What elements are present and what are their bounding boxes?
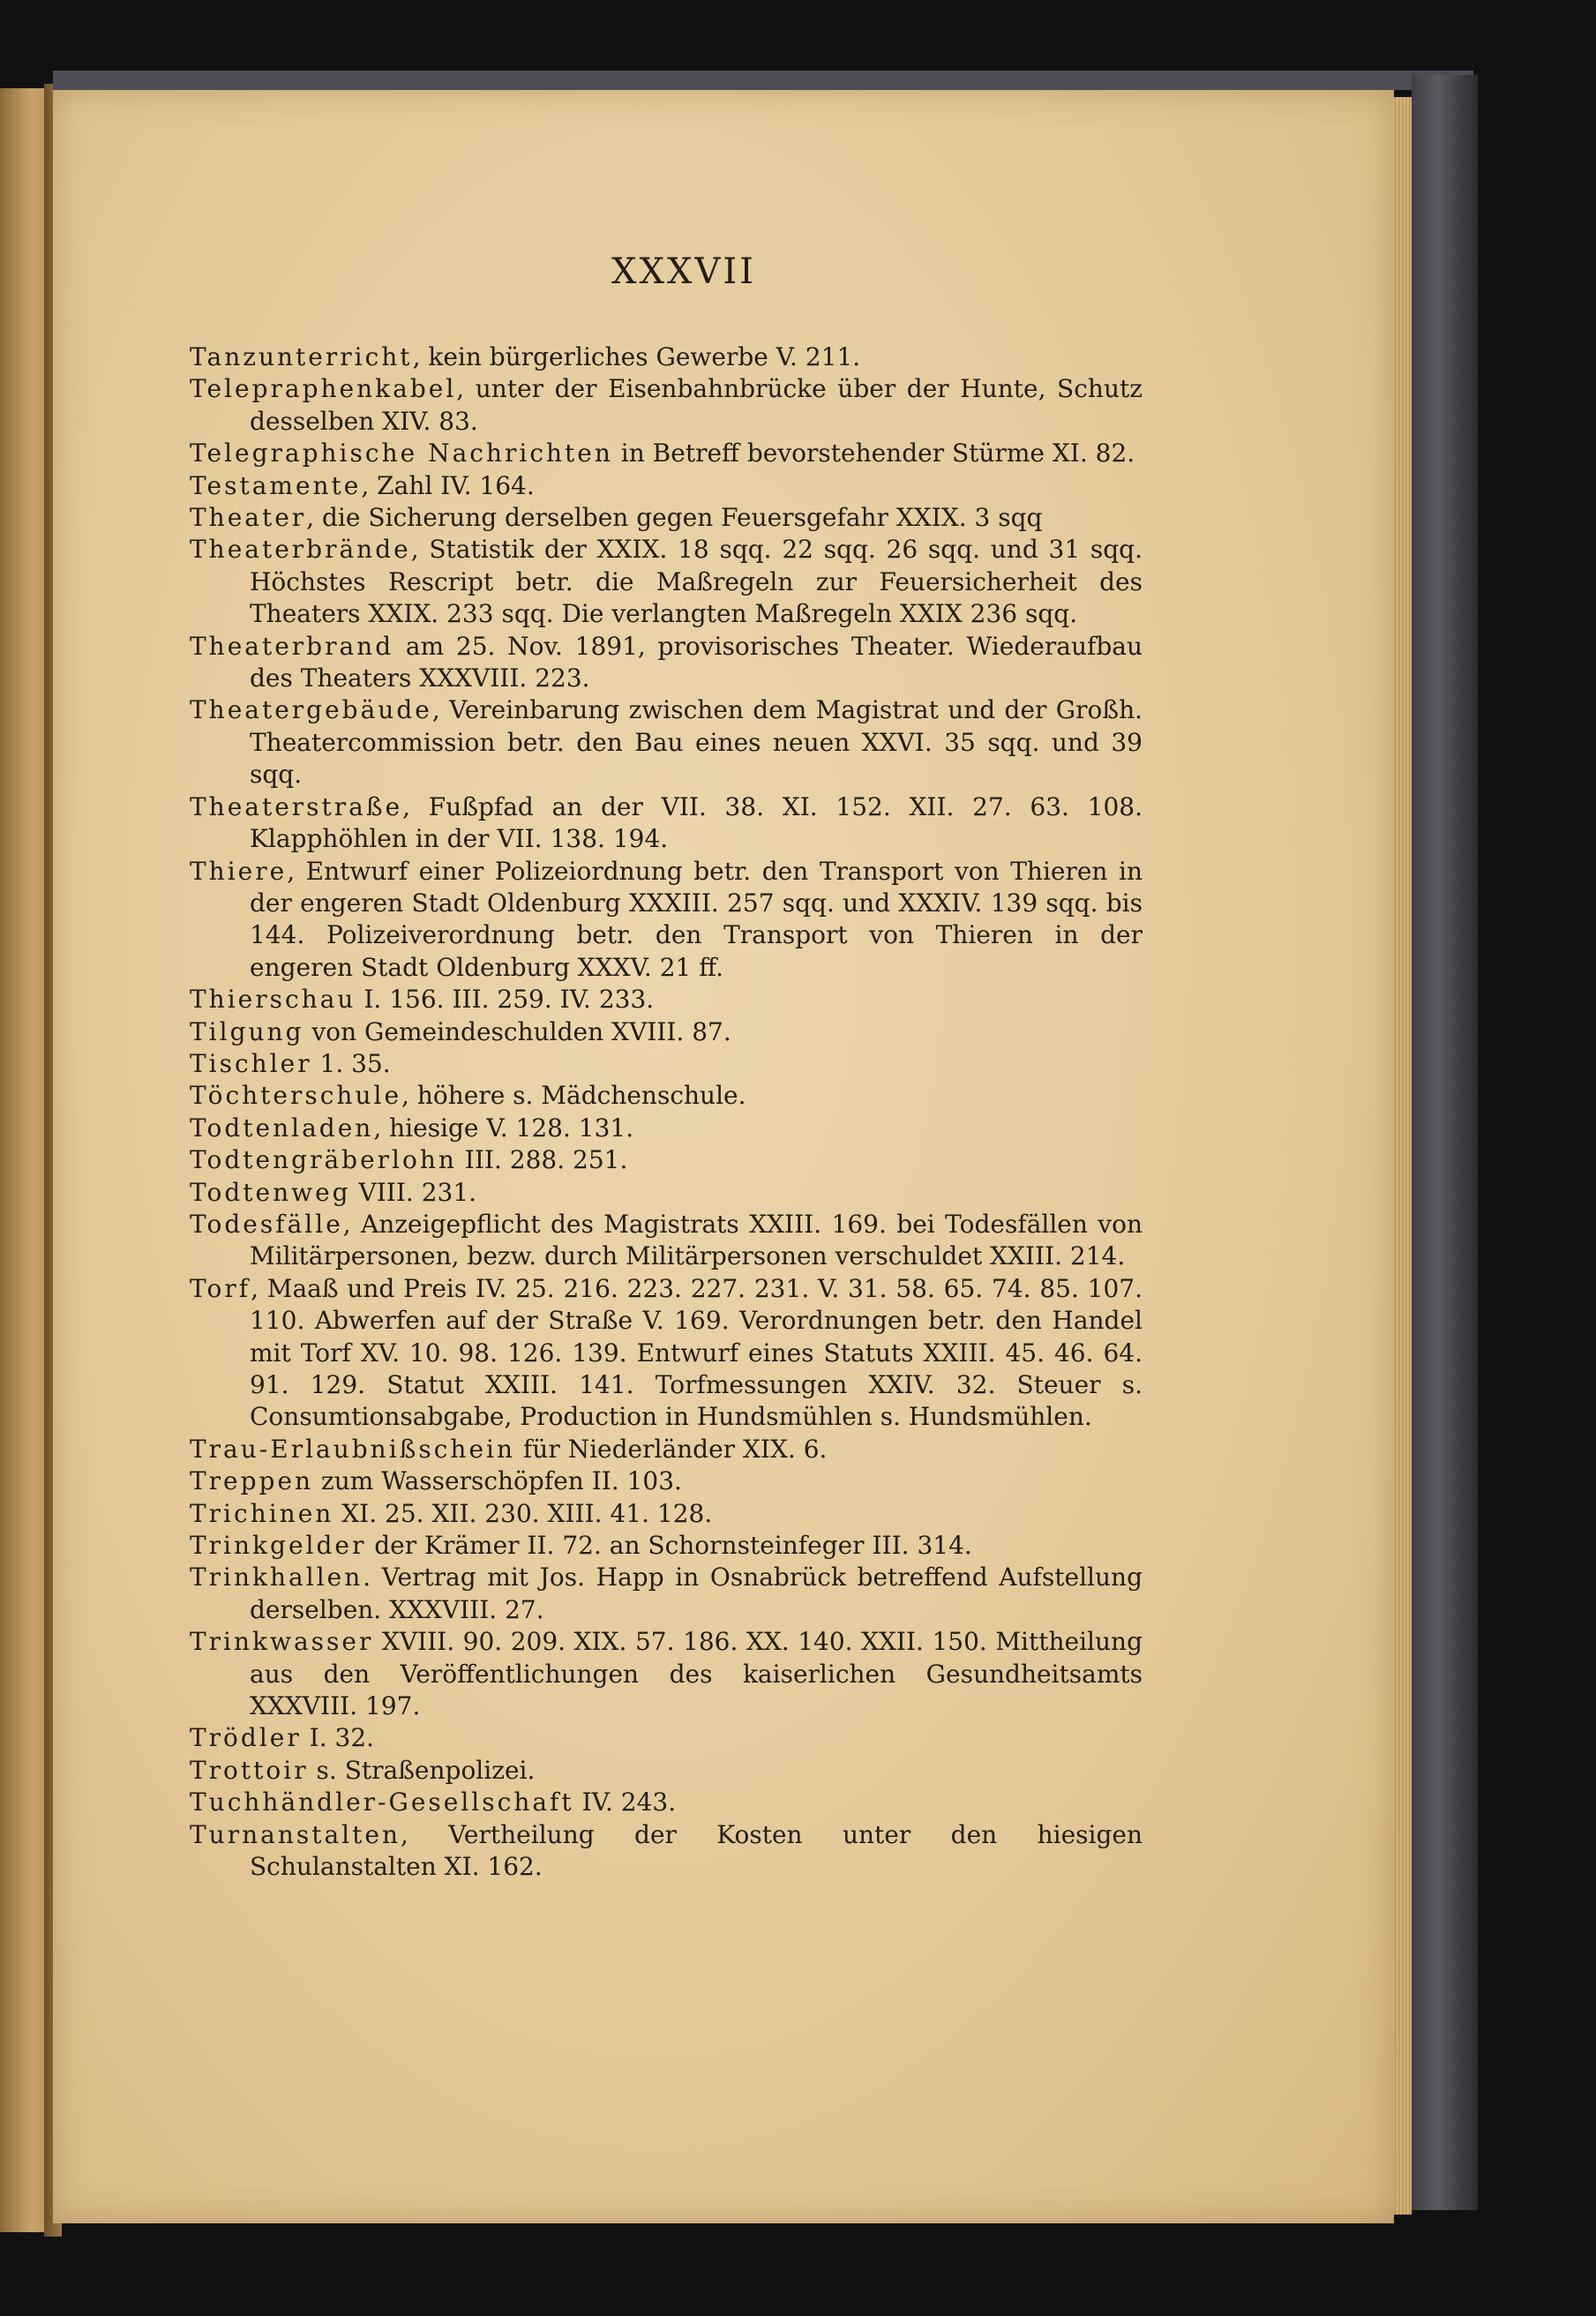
index-entry	[190, 1755, 1143, 1787]
index-entry	[190, 1498, 1143, 1530]
entry-references: , Entwurf einer Polizeiordnung betr. den Transport von Thieren in der engeren Stadt Oldenburg XXXIII. 257 sqq. und XXXIV. 139 sqq. bis 144. Polizeiverordnung betr. den Transport von Thieren in der engeren Stadt Oldenburg XXXV. 21 ff.	[250, 856, 1143, 982]
index-content	[190, 163, 1143, 1884]
entry-headword: Theaterbrände	[190, 535, 411, 565]
entry-headword: Tischler	[190, 1048, 312, 1078]
entry-headword: Telepraphenkabel	[190, 374, 457, 404]
entry-references: XI. 25. XII. 230. XIII. 41. 128.	[333, 1498, 713, 1528]
entry-headword: Theater	[190, 503, 307, 533]
entry-references: , Vereinbarung zwischen dem Magistrat und der Großh. Theatercommission betr. den Bau eines neuen XXVI. 35 sqq. und 39 sqq.	[250, 695, 1143, 790]
entry-headword: Treppen	[190, 1466, 314, 1496]
index-entry	[190, 791, 1143, 856]
entry-headword: Telegraphische Nachrichten	[190, 438, 613, 468]
entry-headword: Trichinen	[190, 1498, 334, 1528]
index-entry	[190, 1177, 1143, 1209]
entry-references: III. 288. 251.	[456, 1145, 628, 1175]
index-entry	[190, 1273, 1143, 1434]
entry-headword: Todtenweg	[190, 1177, 351, 1207]
entry-headword: Testamente	[190, 470, 362, 500]
book-cover	[1412, 75, 1478, 2210]
entry-references: zum Wasserschöpfen II. 103.	[313, 1466, 682, 1496]
index-entry	[190, 1465, 1143, 1497]
index-entry	[190, 1722, 1143, 1754]
index-entry	[190, 856, 1143, 985]
entry-headword: Todesfälle	[190, 1209, 343, 1239]
entry-references: , Fußpfad an der VII. 38. XI. 152. XII. 27. 63. 108. Klapphöhlen in der VII. 138. 194.	[250, 791, 1143, 854]
page-fore-edge	[1394, 97, 1412, 2215]
entry-references: 1. 35.	[311, 1048, 391, 1078]
entry-headword: Trinkgelder	[190, 1531, 367, 1561]
entry-headword: Torf	[190, 1273, 251, 1303]
entry-references: , Vertheilung der Kosten unter den hiesigen Schulanstalten XI. 162.	[250, 1819, 1143, 1882]
entry-headword: Töchterschule	[190, 1081, 402, 1111]
entry-headword: Thierschau	[190, 985, 356, 1015]
index-entry	[190, 1080, 1143, 1112]
index-entry	[190, 470, 1143, 502]
entry-headword: Trau-Erlaubnißschein	[190, 1434, 516, 1464]
entry-headword: Theaterstraße	[190, 791, 403, 821]
index-entry	[190, 1434, 1143, 1465]
entry-headword: Tuchhändler-Gesellschaft	[190, 1788, 574, 1818]
cover-top-edge	[53, 71, 1473, 90]
entry-headword: Todtengräberlohn	[190, 1145, 457, 1175]
index-entry	[190, 984, 1143, 1016]
index-entry	[190, 438, 1143, 469]
index-entry	[190, 373, 1143, 438]
index-entry	[190, 1048, 1143, 1080]
entry-references: VIII. 231.	[350, 1177, 477, 1207]
entry-references: , Statistik der XXIX. 18 sqq. 22 sqq. 26 sqq. und 31 sqq. Höchstes Rescript betr. die Maßregeln zur Feuersicherheit des Theaters XXIX. 233 sqq. Die verlangten Maßregeln XXIX 236 sqq.	[250, 535, 1143, 629]
entry-references: für Niederländer XIX. 6.	[515, 1434, 828, 1464]
index-entry	[190, 1144, 1143, 1176]
entry-headword: Theatergebäude	[190, 695, 432, 725]
entry-references: , Maaß und Preis IV. 25. 216. 223. 227. 231. V. 31. 58. 65. 74. 85. 107. 110. Abwerfen auf der Straße V. 169. Verordnungen betr. den Handel mit Torf XV. 10. 98. 126. 139. Entwurf eines Statuts XXIII. 45. 46. 64. 91. 129. Statut XXIII. 141. Torfmessungen XXIV. 32. Steuer s. Consumtionsabgabe, Production in Hundsmühlen s. Hundsmühlen.	[250, 1273, 1143, 1432]
entry-references: von Gemeindeschulden XVIII. 87.	[303, 1016, 731, 1046]
entry-references: , Zahl IV. 164.	[361, 470, 535, 500]
entry-headword: Tanzunterricht	[190, 342, 413, 371]
entry-references: , hiesige V. 128. 131.	[373, 1113, 634, 1143]
entry-references: I. 32.	[301, 1723, 375, 1753]
entry-headword: Thiere	[190, 856, 288, 886]
entry-references: , die Sicherung derselben gegen Feuersgefahr XXIX. 3 sqq	[306, 503, 1043, 533]
entry-references: XVIII. 90. 209. XIX. 57. 186. XX. 140. XXII. 150. Mittheilung aus den Veröffentlichungen des kaiserlichen Gesundheitsamts XXXVIII. 197.	[250, 1627, 1143, 1721]
index-entry	[190, 502, 1143, 534]
index-entry	[190, 1626, 1143, 1722]
entry-headword: Trödler	[190, 1723, 302, 1753]
index-entry	[190, 341, 1143, 373]
entry-references: , kein bürgerliches Gewerbe V. 211.	[412, 342, 861, 371]
index-entry	[190, 1819, 1143, 1884]
entry-headword: Trinkhallen	[190, 1563, 363, 1593]
entry-headword: Todtenladen	[190, 1113, 374, 1143]
entry-references: der Krämer II. 72. an Schornsteinfeger III. 314.	[366, 1531, 972, 1561]
entry-references: , unter der Eisenbahnbrücke über der Hunte, Schutz desselben XIV. 83.	[250, 374, 1143, 436]
entry-references: am 25. Nov. 1891, provisorisches Theater. Wiederaufbau des Theaters XXXVIII. 223.	[250, 631, 1143, 693]
index-entry	[190, 1016, 1143, 1048]
index-entry	[190, 534, 1143, 630]
entry-headword: Trinkwasser	[190, 1627, 374, 1657]
entry-references: I. 156. III. 259. IV. 233.	[356, 985, 655, 1015]
entry-references: , höhere s. Mädchenschule.	[401, 1081, 746, 1111]
index-entry	[190, 694, 1143, 791]
entry-references: in Betreff bevorstehender Stürme XI. 82.	[612, 438, 1135, 468]
entry-references: . Vertrag mit Jos. Happ in Osnabrück betreffend Aufstellung derselben. XXXVIII. 27.	[250, 1563, 1143, 1624]
index-entry	[190, 1530, 1143, 1562]
entry-references: s. Straßenpolizei.	[308, 1755, 536, 1785]
entry-headword: Theaterbrand	[190, 631, 394, 661]
entry-references: IV. 243.	[573, 1788, 677, 1818]
entry-references: , Anzeigepflicht des Magistrats XXIII. 169. bei Todesfällen von Militärpersonen, bezw. durch Militärpersonen verschuldet XXIII. 214.	[250, 1209, 1143, 1271]
index-entries	[190, 341, 1143, 1884]
entry-headword: Turnanstalten	[190, 1819, 401, 1849]
index-entry	[190, 1113, 1143, 1144]
index-entry	[190, 1562, 1143, 1626]
page-number: XXXVII	[611, 251, 756, 292]
index-entry	[190, 631, 1143, 695]
entry-headword: Trottoir	[190, 1755, 309, 1785]
index-entry	[190, 1787, 1143, 1818]
index-entry	[190, 1209, 1143, 1273]
entry-headword: Tilgung	[190, 1016, 304, 1046]
